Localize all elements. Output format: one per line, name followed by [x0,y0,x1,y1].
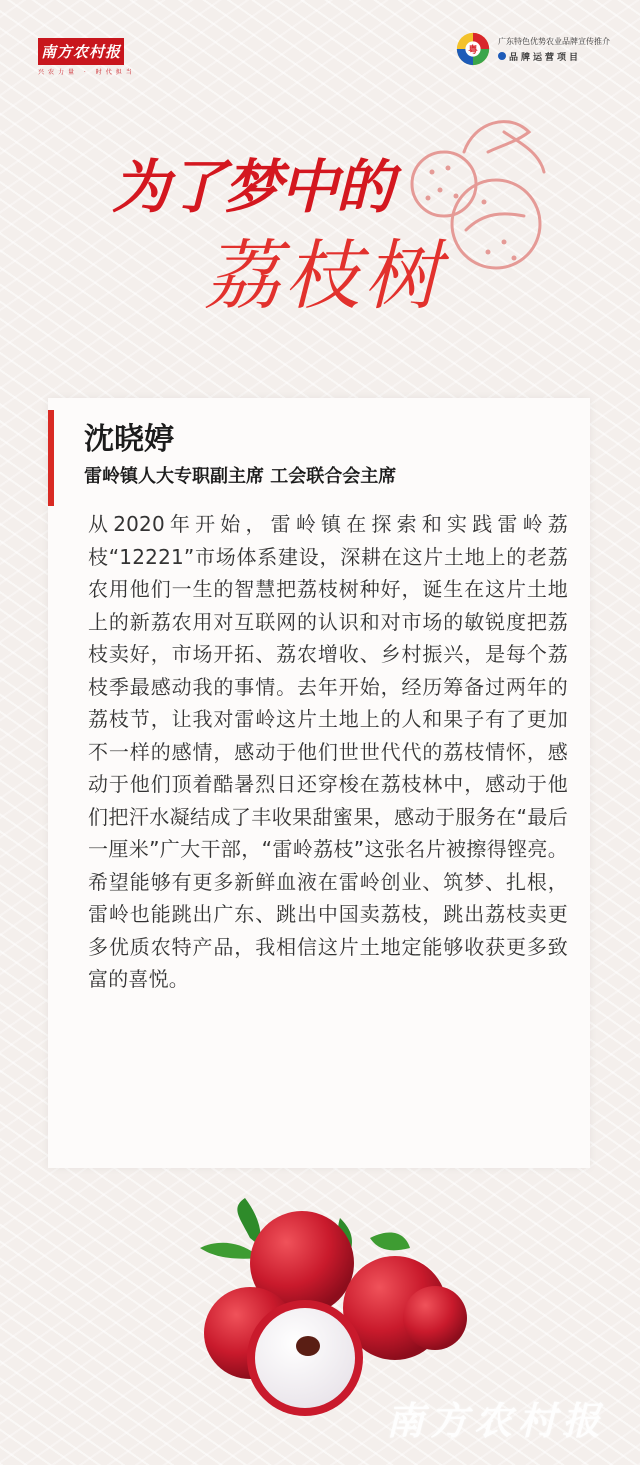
brand-logo [38,38,136,76]
brand-name: 南方农村报 [38,38,124,65]
brand-slogan: 兴农力量 · 时代担当 [38,69,136,76]
campaign-emblem-icon [454,30,492,68]
campaign-dot-icon [498,52,506,60]
headline [112,153,444,320]
headline-line2: 荔枝树 [204,231,444,320]
profile-name: 沈晓婷 [84,422,174,457]
headline-line1: 为了梦中的 [112,153,393,221]
footer-brand-logo: 南方农村报 [385,1398,606,1443]
profile-body: 从2020年开始，雷岭镇在探索和实践雷岭荔枝“12221”市场体系建设，深耕在这片土地上的老荔农用他们一生的智慧把荔枝树种好，诞生在这片土地上的新荔农用对互联网的认识和对市场的敏锐度把荔枝卖好，市场开拓、荔农增收、乡村振兴，是每个荔枝季最感动我的事情。去年开始，经历筹备过两年的荔枝节，让我对雷岭这片土地上的人和果子有了更加不一样的感情，感动于他们世世代代的荔枝情怀，感动于他们顶着酷暑烈日还穿梭在荔枝林中，感动于他们把汗水凝结成了丰收果甜蜜果，感动于服务在“最后一厘米”广大干部，“雷岭荔枝”这张名片被擦得铿亮。希望能够有更多新鲜血液在雷岭创业、筑梦、扎根，雷岭也能跳出广东、跳出中国卖荔枝，跳出荔枝卖更多优质农特产品，我相信这片土地定能够收获更多致富的喜悦。 [88,512,568,991]
campaign-title: 广东特色优势农业品牌宣传推介 [498,36,610,46]
campaign-badge [454,30,610,68]
profile-role: 雷岭镇人大专职副主席 工会联合会主席 [84,466,397,487]
svg-text:粤: 粤 [468,44,478,56]
profile-card [48,398,590,1168]
accent-bar [48,410,54,506]
campaign-subtitle: 品牌运营项目 [509,52,582,63]
